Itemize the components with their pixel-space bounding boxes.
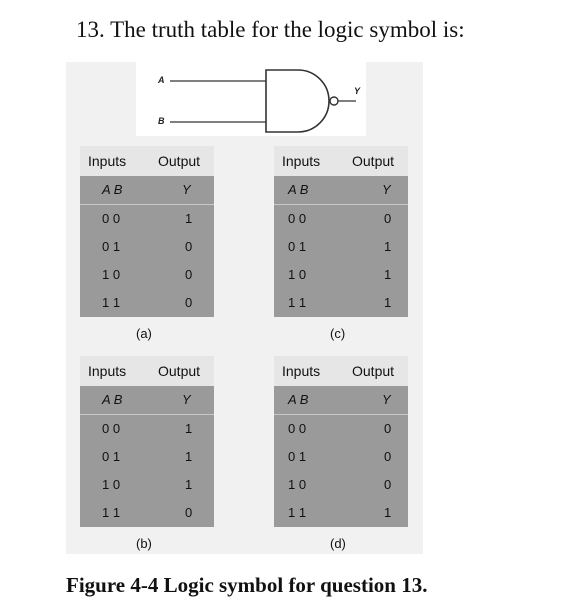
table-row	[274, 471, 408, 499]
row-inputs: 1 0	[288, 477, 307, 492]
nand-gate-icon	[136, 62, 366, 136]
table-row	[274, 443, 408, 471]
header-output: Output	[352, 153, 395, 169]
row-output: 1	[384, 505, 392, 520]
table-row	[80, 289, 214, 317]
table-row	[274, 205, 408, 233]
row-output: 1	[384, 267, 392, 282]
row-output: 0	[384, 421, 392, 436]
row-output: 0	[185, 267, 193, 282]
row-output: 1	[384, 239, 392, 254]
logic-symbol	[136, 62, 366, 136]
row-inputs: 0 0	[102, 211, 121, 226]
output-y-label: Y	[354, 86, 361, 96]
header-output: Output	[158, 363, 201, 379]
table-row	[274, 261, 408, 289]
row-inputs: 0 0	[102, 421, 121, 436]
header-output: Output	[352, 363, 395, 379]
row-inputs: 1 1	[288, 505, 307, 520]
table-row	[274, 289, 408, 317]
table-row	[80, 471, 214, 499]
row-inputs: 0 1	[288, 449, 307, 464]
row-inputs: 1 0	[102, 267, 121, 282]
row-output: 1	[384, 295, 392, 310]
row-inputs: 1 1	[288, 295, 307, 310]
truth-table-b	[80, 356, 214, 527]
row-inputs: 1 1	[102, 505, 121, 520]
subheader-inputs: A B	[288, 392, 309, 407]
row-output: 0	[384, 477, 392, 492]
truth-table-d	[274, 356, 408, 527]
row-inputs: 0 0	[288, 211, 307, 226]
row-inputs: 0 0	[288, 421, 307, 436]
row-inputs: 1 0	[102, 477, 121, 492]
table-row	[80, 415, 214, 443]
row-inputs: 0 1	[102, 239, 121, 254]
row-output: 0	[384, 211, 392, 226]
table-row	[80, 205, 214, 233]
subheader-output: Y	[382, 392, 391, 407]
row-output: 1	[185, 211, 193, 226]
question-text: 13. The truth table for the logic symbol is:	[76, 17, 465, 42]
subheader-inputs: A B	[288, 182, 309, 197]
subheader-output: Y	[182, 182, 191, 197]
row-inputs: 0 1	[102, 449, 121, 464]
input-a-label: A	[158, 75, 165, 85]
truth-table-c	[274, 146, 408, 317]
table-a-label: (a)	[136, 326, 152, 341]
header-output: Output	[158, 153, 201, 169]
row-inputs: 0 1	[288, 239, 307, 254]
table-row	[80, 261, 214, 289]
scanned-figure	[66, 62, 423, 554]
table-row	[274, 233, 408, 261]
subheader-output: Y	[382, 182, 391, 197]
subheader-inputs: A B	[102, 182, 123, 197]
row-inputs: 1 0	[288, 267, 307, 282]
subheader-output: Y	[182, 392, 191, 407]
header-inputs: Inputs	[88, 153, 127, 169]
row-output: 1	[185, 421, 193, 436]
row-output: 0	[185, 505, 193, 520]
row-output: 0	[185, 295, 193, 310]
table-d-label: (d)	[330, 536, 346, 551]
table-b-label: (b)	[136, 536, 152, 551]
row-inputs: 1 1	[102, 295, 121, 310]
table-row	[80, 233, 214, 261]
table-c-label: (c)	[330, 326, 346, 341]
header-inputs: Inputs	[282, 363, 321, 379]
row-output: 1	[185, 449, 193, 464]
header-inputs: Inputs	[88, 363, 127, 379]
row-output: 0	[185, 239, 193, 254]
table-row	[274, 415, 408, 443]
table-row	[274, 499, 408, 527]
row-output: 1	[185, 477, 193, 492]
input-b-label: B	[158, 116, 165, 126]
subheader-inputs: A B	[102, 392, 123, 407]
header-inputs: Inputs	[282, 153, 321, 169]
row-output: 0	[384, 449, 392, 464]
table-row	[80, 443, 214, 471]
figure-caption: Figure 4-4 Logic symbol for question 13.	[66, 573, 428, 597]
truth-table-a	[80, 146, 214, 317]
table-row	[80, 499, 214, 527]
